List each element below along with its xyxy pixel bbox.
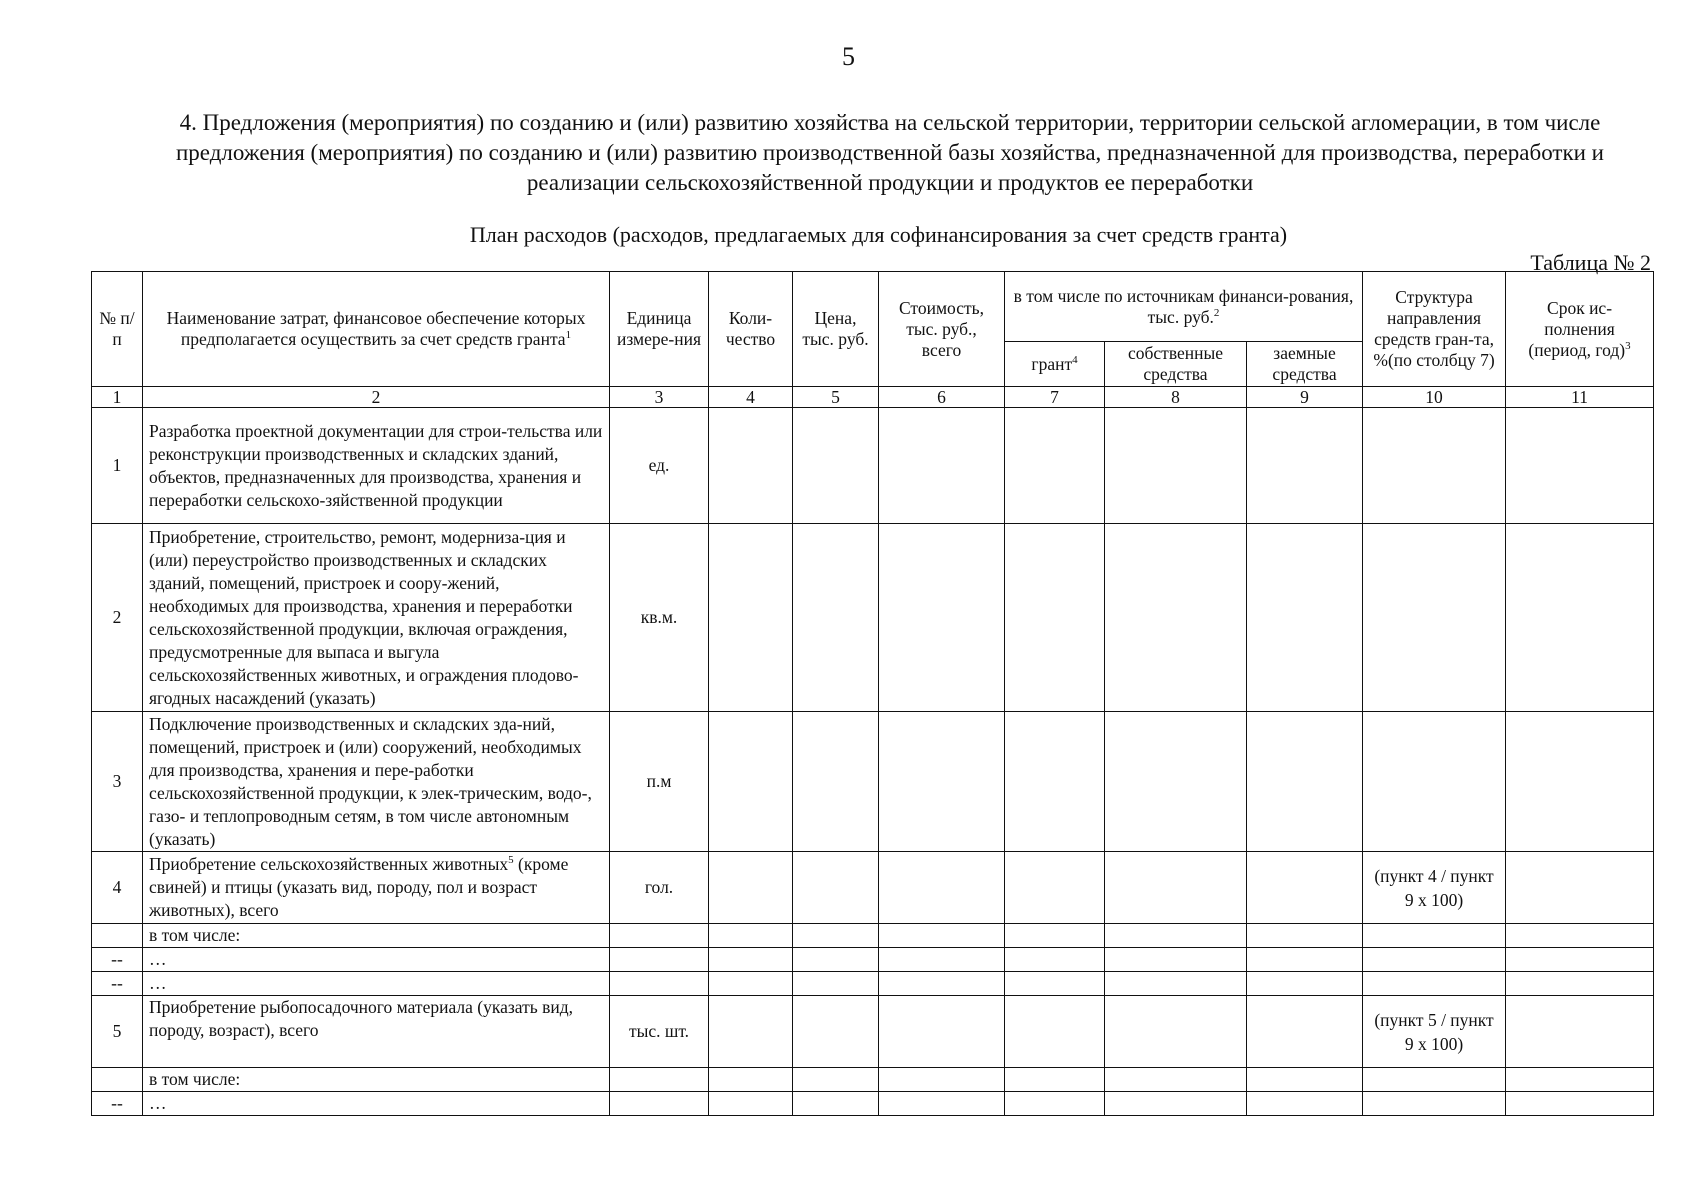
qty-cell	[709, 524, 793, 712]
price-cell	[793, 1068, 879, 1092]
row-number: --	[92, 1092, 143, 1116]
table-row	[92, 712, 1654, 852]
row-number: 3	[92, 712, 143, 852]
column-number: 8	[1105, 387, 1247, 408]
row-number: --	[92, 948, 143, 972]
column-number: 9	[1247, 387, 1363, 408]
grant-cell	[1005, 1092, 1105, 1116]
qty-cell	[709, 996, 793, 1068]
term-cell	[1506, 852, 1654, 924]
borrowed-funds-cell	[1247, 712, 1363, 852]
cost-cell	[879, 408, 1005, 524]
price-cell	[793, 408, 879, 524]
row-structure: (пункт 4 / пункт 9 х 100)	[1363, 852, 1506, 924]
row-name: Приобретение сельскохозяйственных животных$^5$ (кроме свиней) и птицы (указать вид, породу, пол и возраст животных), всего	[143, 852, 610, 924]
qty-cell	[709, 852, 793, 924]
table-row	[92, 1068, 1654, 1092]
row-unit: гол.	[610, 852, 709, 924]
col-header-structure: Структура направления средств гран-та, %(по столбцу 7)	[1363, 272, 1506, 387]
borrowed-funds-cell	[1247, 1092, 1363, 1116]
price-cell	[793, 948, 879, 972]
row-structure	[1363, 1068, 1506, 1092]
own-funds-cell	[1105, 948, 1247, 972]
column-number: 5	[793, 387, 879, 408]
term-cell	[1506, 1092, 1654, 1116]
row-number: 4	[92, 852, 143, 924]
table-row	[92, 408, 1654, 524]
row-unit	[610, 948, 709, 972]
row-name: Приобретение рыбопосадочного материала (указать вид, породу, возраст), всего	[143, 996, 610, 1068]
qty-cell	[709, 1092, 793, 1116]
own-funds-cell	[1105, 924, 1247, 948]
term-cell	[1506, 712, 1654, 852]
table-row	[92, 1092, 1654, 1116]
grant-cell	[1005, 948, 1105, 972]
row-structure	[1363, 524, 1506, 712]
row-unit: тыс. шт.	[610, 996, 709, 1068]
row-number: --	[92, 972, 143, 996]
qty-cell	[709, 712, 793, 852]
col-header-term: Срок ис-полнения (период, год)$^3$	[1506, 272, 1654, 387]
col-header-borrowed-funds: заемные средства	[1247, 342, 1363, 387]
table-row	[92, 972, 1654, 996]
cost-cell	[879, 524, 1005, 712]
row-number	[92, 924, 143, 948]
grant-cell	[1005, 712, 1105, 852]
row-name: Подключение производственных и складских зда-ний, помещений, пристроек и (или) сооружений, необходимых для производства, хранения и пере-работки сельскохозяйственной продукции, к элек-трическим, водо-, газо- и теплопроводным сетям, в том числе автономным (указать)	[143, 712, 610, 852]
qty-cell	[709, 1068, 793, 1092]
row-unit	[610, 1068, 709, 1092]
heading-line-1: 4. Предложения (мероприятия) по созданию и (или) развитию хозяйства на сельской территории, территории сельской агломерации, в том числе	[179, 110, 1601, 135]
qty-cell	[709, 408, 793, 524]
row-structure: (пункт 5 / пункт 9 х 100)	[1363, 996, 1506, 1068]
price-cell	[793, 972, 879, 996]
cost-cell	[879, 924, 1005, 948]
cost-cell	[879, 1092, 1005, 1116]
row-unit: п.м	[610, 712, 709, 852]
price-cell	[793, 924, 879, 948]
own-funds-cell	[1105, 852, 1247, 924]
row-structure	[1363, 948, 1506, 972]
cost-cell	[879, 852, 1005, 924]
column-number: 3	[610, 387, 709, 408]
grant-cell	[1005, 996, 1105, 1068]
row-structure	[1363, 408, 1506, 524]
column-number: 6	[879, 387, 1005, 408]
row-name: Приобретение, строительство, ремонт, модерниза-ция и (или) переустройство производственных и складских зданий, помещений, пристроек и соору-жений, необходимых для производства, хранения и переработки сельскохозяйственной продукции, включая ограждения, предусмотренные для выпаса и выгула сельскохозяйственных животных, и ограждения плодово-ягодных насаждений (указать)	[143, 524, 610, 712]
own-funds-cell	[1105, 996, 1247, 1068]
row-unit: ед.	[610, 408, 709, 524]
borrowed-funds-cell	[1247, 852, 1363, 924]
grant-cell	[1005, 924, 1105, 948]
qty-cell	[709, 948, 793, 972]
term-cell	[1506, 948, 1654, 972]
grant-cell	[1005, 852, 1105, 924]
col-header-price: Цена, тыс. руб.	[793, 272, 879, 387]
own-funds-cell	[1105, 408, 1247, 524]
column-number: 2	[143, 387, 610, 408]
row-name: …	[143, 972, 610, 996]
section-heading	[110, 108, 1670, 198]
borrowed-funds-cell	[1247, 408, 1363, 524]
cost-cell	[879, 712, 1005, 852]
cost-cell	[879, 996, 1005, 1068]
column-numbers-row	[92, 387, 1654, 408]
table-row	[92, 924, 1654, 948]
row-structure	[1363, 1092, 1506, 1116]
grant-cell	[1005, 524, 1105, 712]
col-header-unit: Единица измере-ния	[610, 272, 709, 387]
row-structure	[1363, 972, 1506, 996]
table-row	[92, 996, 1654, 1068]
term-cell	[1506, 408, 1654, 524]
heading-line-2: предложения (мероприятия) по созданию и (или) развитию производственной базы хозяйства, предназначенной для производства, переработки и	[175, 140, 1604, 165]
price-cell	[793, 852, 879, 924]
cost-cell	[879, 1068, 1005, 1092]
row-name: в том числе:	[143, 1068, 610, 1092]
price-cell	[793, 712, 879, 852]
row-number: 1	[92, 408, 143, 524]
table-row	[92, 524, 1654, 712]
row-unit: кв.м.	[610, 524, 709, 712]
term-cell	[1506, 996, 1654, 1068]
table-label: Таблица № 2	[1530, 250, 1651, 275]
row-unit	[610, 924, 709, 948]
row-name: в том числе:	[143, 924, 610, 948]
col-header-sources: в том числе по источникам финанси-рования, тыс. руб.$^2$	[1005, 272, 1363, 342]
col-header-own-funds: собственные средства	[1105, 342, 1247, 387]
term-cell	[1506, 1068, 1654, 1092]
column-number: 4	[709, 387, 793, 408]
row-name: …	[143, 1092, 610, 1116]
column-number: 10	[1363, 387, 1506, 408]
col-header-qty: Коли-чество	[709, 272, 793, 387]
row-name: Разработка проектной документации для строи-тельства или реконструкции производственных и складских зданий, объектов, предназначенных для производства, хранения и переработки сельскохо-зяйственной продукции	[143, 408, 610, 524]
borrowed-funds-cell	[1247, 924, 1363, 948]
column-number: 7	[1005, 387, 1105, 408]
column-number: 1	[92, 387, 143, 408]
column-number: 11	[1506, 387, 1654, 408]
grant-cell	[1005, 972, 1105, 996]
row-unit	[610, 972, 709, 996]
plan-title: План расходов (расходов, предлагаемых для софинансирования за счет средств гранта)	[469, 222, 1288, 247]
col-header-no: № п/п	[92, 272, 143, 387]
own-funds-cell	[1105, 524, 1247, 712]
table-row	[92, 852, 1654, 924]
qty-cell	[709, 924, 793, 948]
col-header-grant: грант$^4$	[1005, 342, 1105, 387]
borrowed-funds-cell	[1247, 996, 1363, 1068]
col-header-name: Наименование затрат, финансовое обеспечение которых предполагается осуществить за счет средств гранта$^1$	[143, 272, 610, 387]
price-cell	[793, 524, 879, 712]
col-header-cost: Стоимость, тыс. руб., всего	[879, 272, 1005, 387]
own-funds-cell	[1105, 712, 1247, 852]
borrowed-funds-cell	[1247, 524, 1363, 712]
own-funds-cell	[1105, 972, 1247, 996]
row-structure	[1363, 924, 1506, 948]
qty-cell	[709, 972, 793, 996]
term-cell	[1506, 972, 1654, 996]
row-structure	[1363, 712, 1506, 852]
term-cell	[1506, 924, 1654, 948]
row-unit	[610, 1092, 709, 1116]
cost-cell	[879, 972, 1005, 996]
cost-cell	[879, 948, 1005, 972]
own-funds-cell	[1105, 1068, 1247, 1092]
row-number	[92, 1068, 143, 1092]
page-number: 5	[842, 42, 855, 71]
borrowed-funds-cell	[1247, 972, 1363, 996]
table-row	[92, 948, 1654, 972]
row-number: 2	[92, 524, 143, 712]
term-cell	[1506, 524, 1654, 712]
borrowed-funds-cell	[1247, 1068, 1363, 1092]
price-cell	[793, 996, 879, 1068]
row-name: …	[143, 948, 610, 972]
expenses-table	[91, 271, 1654, 1116]
grant-cell	[1005, 408, 1105, 524]
grant-cell	[1005, 1068, 1105, 1092]
price-cell	[793, 1092, 879, 1116]
borrowed-funds-cell	[1247, 948, 1363, 972]
row-number: 5	[92, 996, 143, 1068]
own-funds-cell	[1105, 1092, 1247, 1116]
heading-line-3: реализации сельскохозяйственной продукции и продуктов ее переработки	[526, 170, 1254, 195]
